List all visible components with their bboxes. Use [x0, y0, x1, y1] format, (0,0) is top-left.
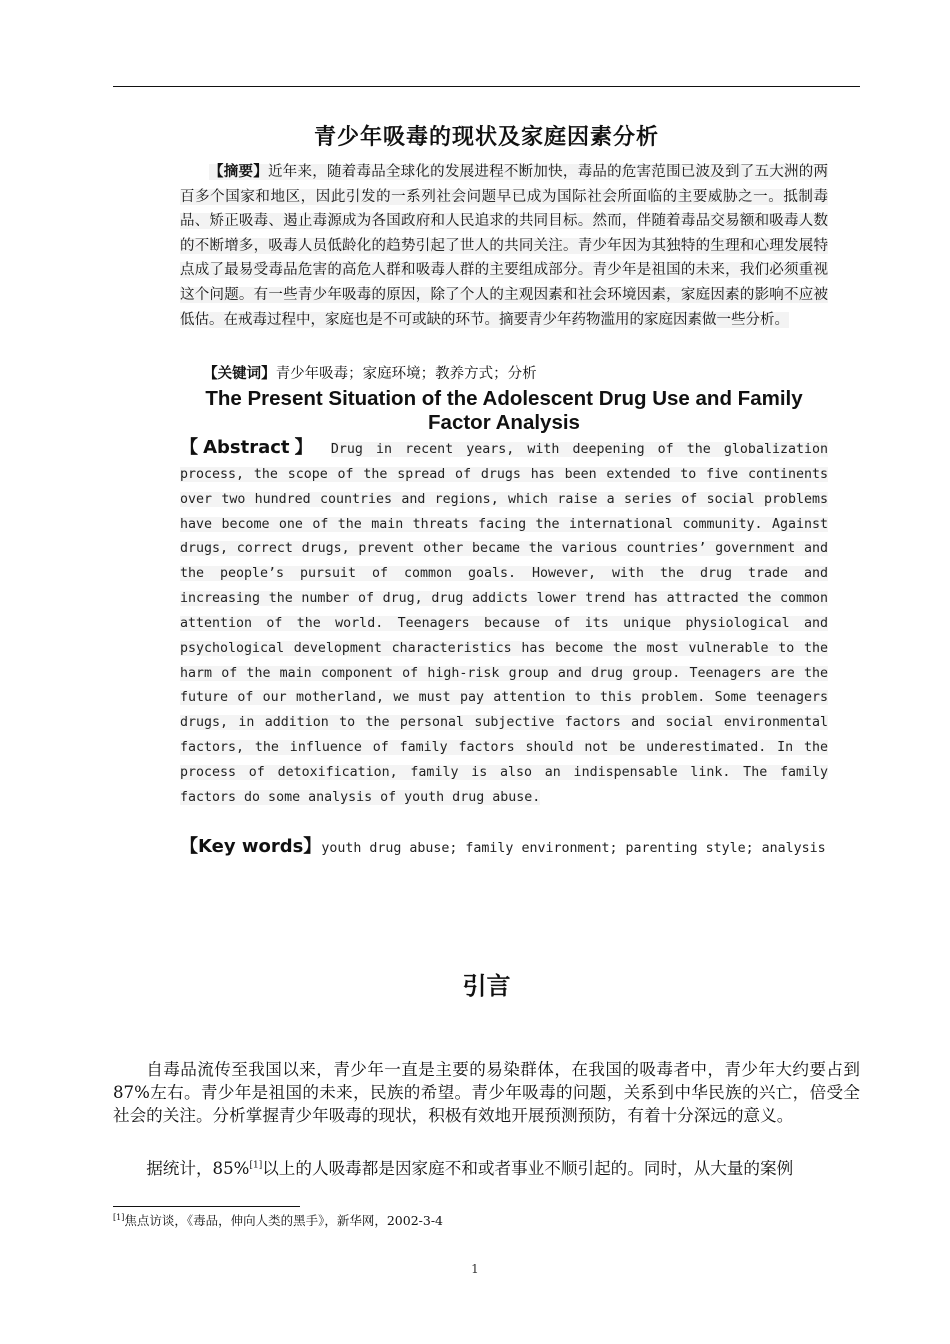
header-rule	[113, 86, 860, 87]
chinese-keywords	[180, 362, 828, 386]
english-keywords-text: youth drug abuse; family environment; parenting style; analysis	[321, 841, 826, 856]
chinese-abstract-text: 近年来，随着毒品全球化的发展进程不断加快，毒品的危害范围已波及到了五大洲的两百多个国家和地区，因此引发的一系列社会问题早已成为国际社会所面临的主要威胁之一。抵制毒品、矫正吸毒、遏止毒源成为各国政府和人民追求的共同目标。然而，伴随着毒品交易额和吸毒人数的不断增多，吸毒人员低龄化的趋势引起了世人的共同关注。青少年因为其独特的生理和心理发展特点成了最易受毒品危害的高危人群和吸毒人群的主要组成部分。青少年是祖国的未来，我们必须重视这个问题。有一些青少年吸毒的原因，除了个人的主观因素和社会环境因素，家庭因素的影响不应被低估。在戒毒过程中，家庭也是不可或缺的环节。摘要青少年药物滥用的家庭因素做一些分析。	[180, 164, 829, 328]
body-paragraph-1: 自毒品流传至我国以来，青少年一直是主要的易染群体，在我国的吸毒者中，青少年大约要占到87%左右。青少年是祖国的未来，民族的希望。青少年吸毒的问题，关系到中华民族的兴亡，倍受全社会的关注。分析掌握青少年吸毒的现状，积极有效地开展预测预防，有着十分深远的意义。	[113, 1060, 860, 1125]
chinese-title: 青少年吸毒的现状及家庭因素分析	[313, 125, 659, 150]
section-title-introduction: 引言	[462, 972, 511, 1000]
paragraph-2-start: 据统计，85%	[146, 1159, 250, 1178]
english-abstract	[180, 436, 828, 811]
footnote-rule	[113, 1206, 300, 1207]
english-title: The Present Situation of the Adolescent Drug Use and Family Factor Analysis	[205, 387, 803, 434]
footnote-reference[interactable]: [1]	[249, 1160, 263, 1171]
footnote	[113, 1211, 443, 1229]
body-paragraph-2	[113, 1157, 860, 1180]
page-number: 1	[471, 1262, 479, 1276]
footnote-text: 焦点访谈，《毒品，伸向人类的黑手》，新华网，2002-3-4	[124, 1213, 444, 1228]
english-keywords	[180, 834, 840, 862]
chinese-keywords-text: 青少年吸毒；家庭环境；教养方式；分析	[275, 366, 537, 382]
footnote-marker: [1]	[113, 1212, 125, 1222]
chinese-abstract-label: 【摘要】	[209, 163, 268, 180]
paragraph-2-rest: 以上的人吸毒都是因家庭不和或者事业不顺引起的。同时，从大量的案例	[262, 1159, 794, 1178]
chinese-keywords-label: 【关键词】	[203, 365, 276, 382]
english-abstract-label: 【Abstract】	[180, 437, 318, 458]
english-abstract-text: Drug in recent years, with deepening of the globalization process, the scope of the spread of drugs has been extended to five continents over two hundred countries and regions, which raise a series of social problems have become one of the main threats facing the international community. Against drugs, correct drugs, prevent other became the various countries’ government and the people’s pursuit of common goals. However, with the drug trade and increasing the number of drug, drug addicts lower trend has attracted the common attention of the world. Teenagers because of its unique physiological and psychological development characteristics has become the most vulnerable to the harm of the main component of high-risk group and drug group. Teenagers are the future of our motherland, we must pay attention to this problem. Some teenagers drugs, in addition to the personal subjective factors and social environmental factors, the influence of family factors should not be underestimated. In the process of detoxification, family is also an indispensable link. The family factors do some analysis of youth drug abuse.	[180, 442, 828, 805]
chinese-abstract	[180, 160, 828, 332]
english-keywords-label: 【Key words】	[180, 836, 322, 857]
